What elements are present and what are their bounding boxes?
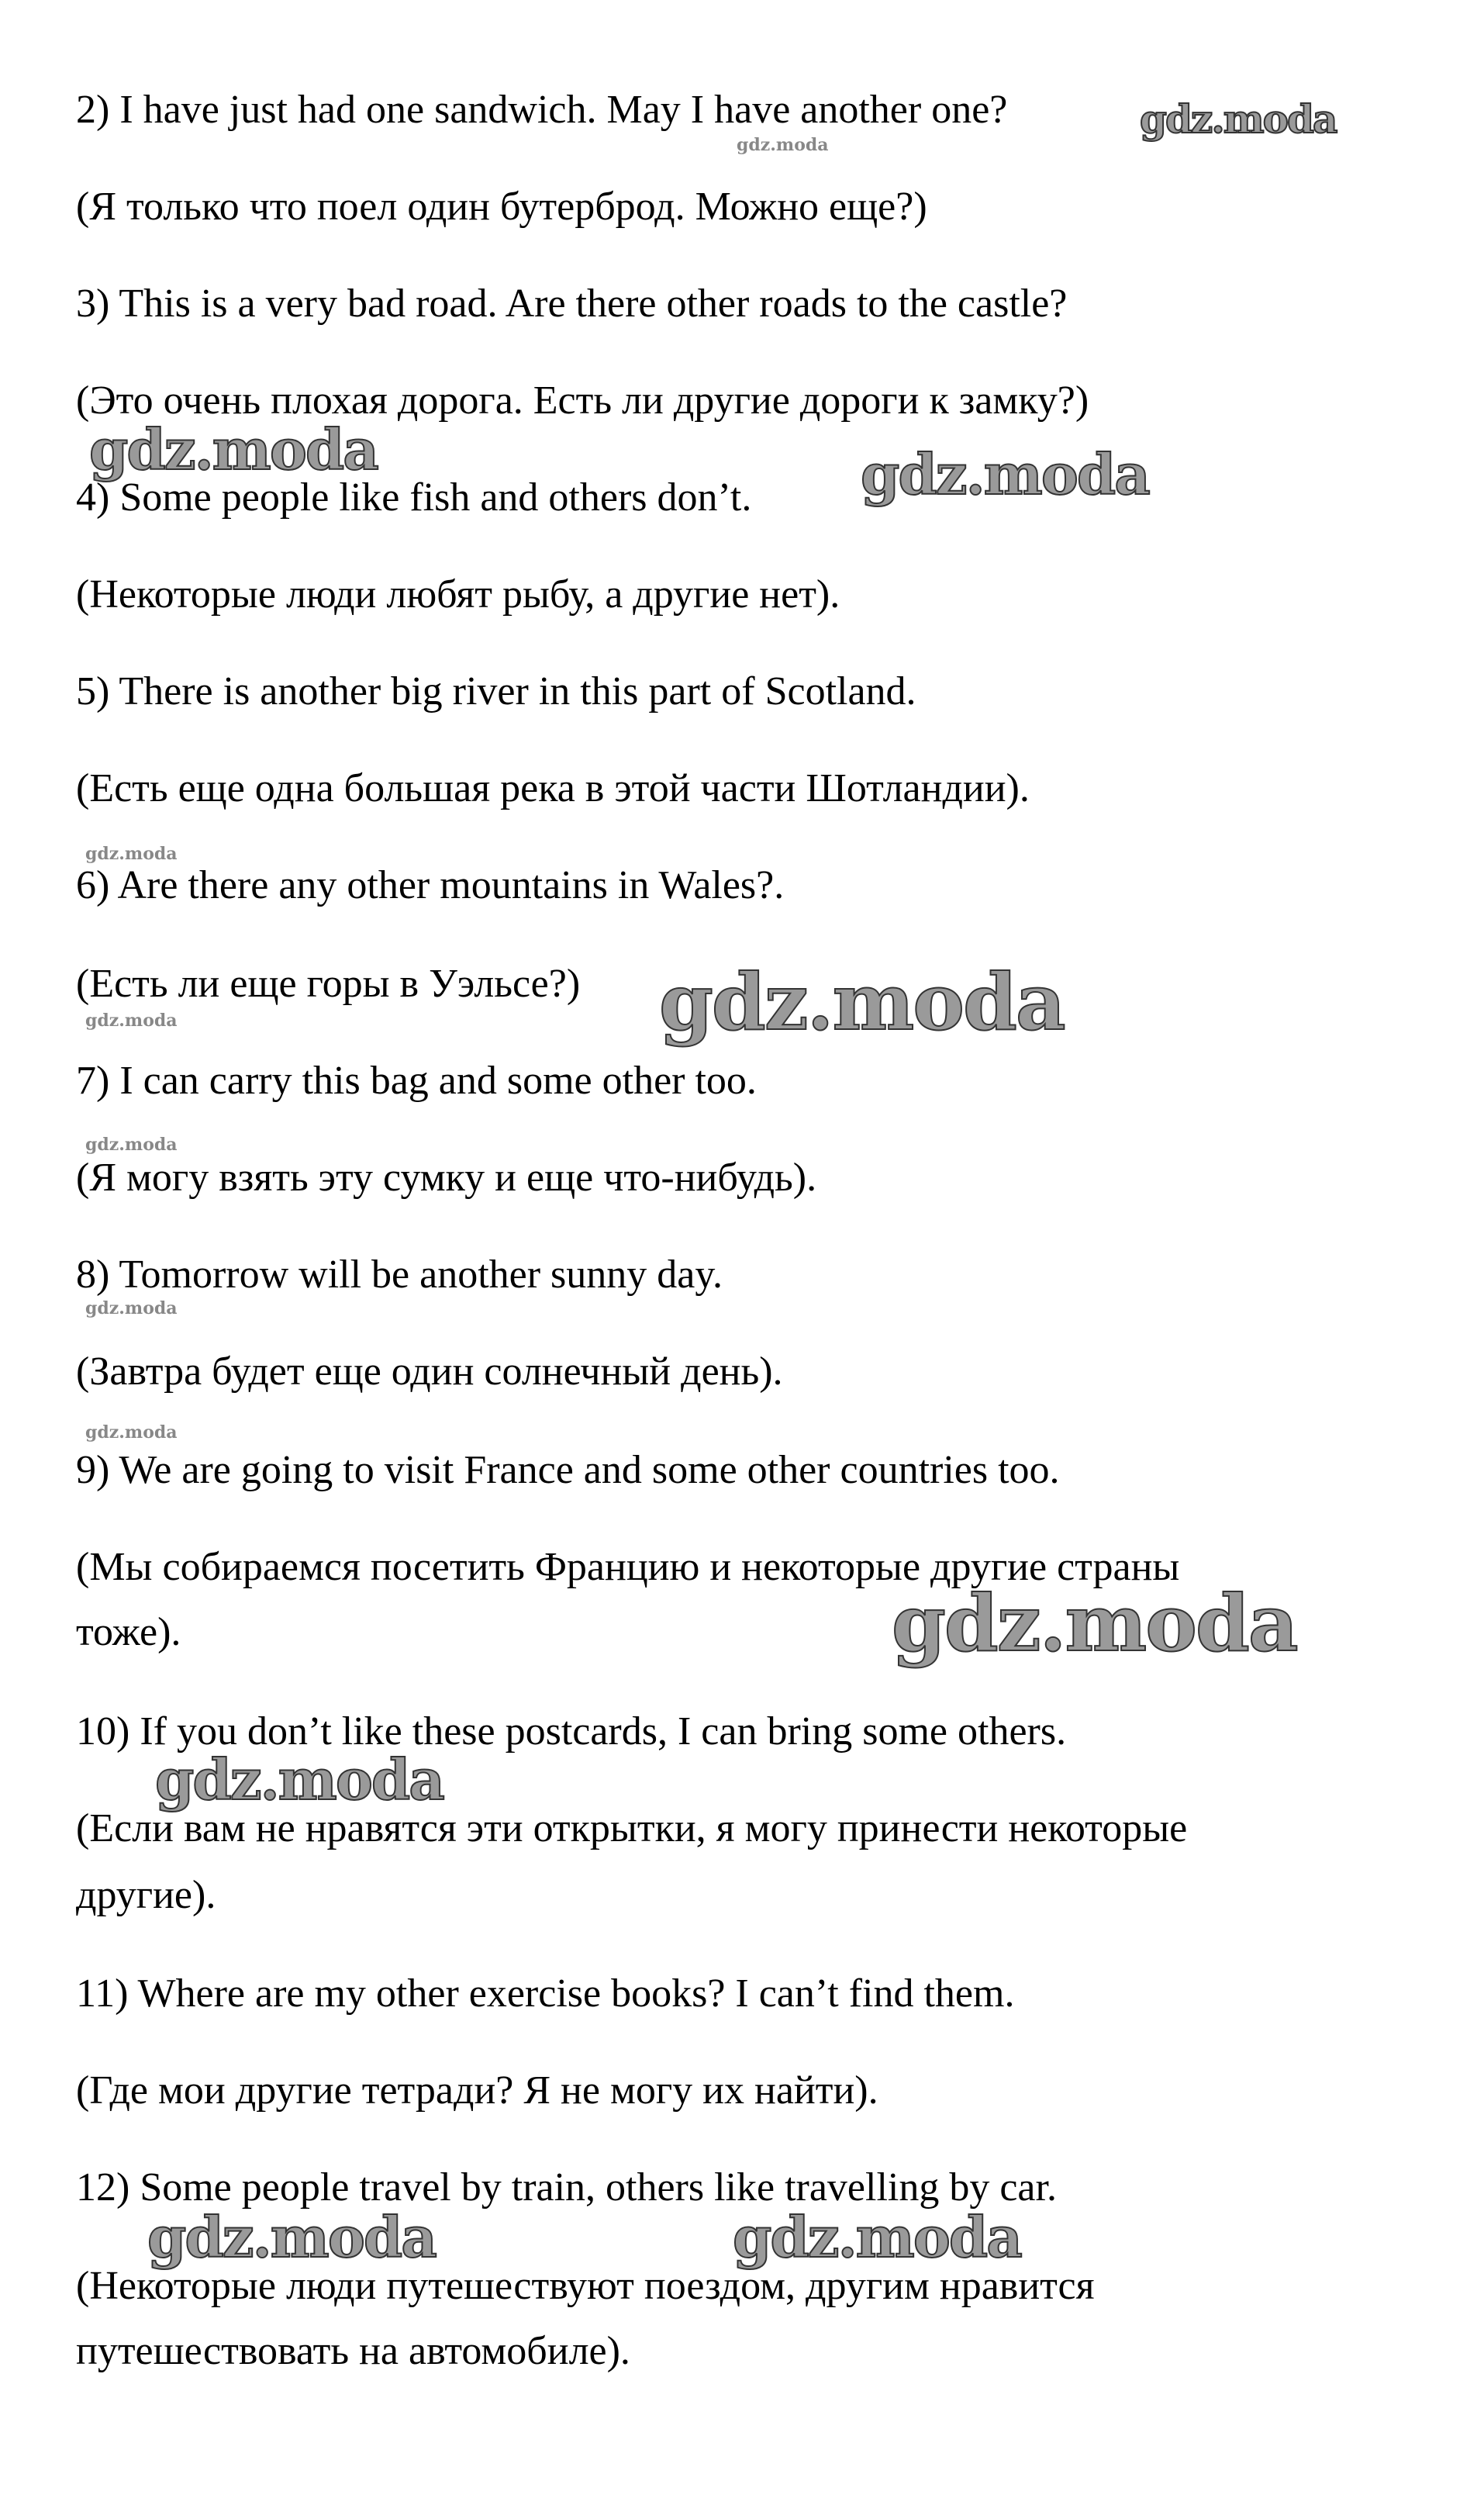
watermark: gdz.moda	[892, 1577, 1297, 1669]
watermark: gdz.moda	[147, 2204, 436, 2270]
text-line: тоже).	[76, 1610, 181, 1655]
watermark: gdz.moda	[89, 416, 378, 482]
text-line: (Некоторые люди любят рыбу, а другие нет).	[76, 572, 840, 617]
text-line: (Мы собираемся посетить Францию и некоторые другие страны	[76, 1545, 1180, 1590]
text-line: (Если вам не нравятся эти открытки, я могу принести некоторые	[76, 1805, 1188, 1850]
watermark: gdz.moda	[85, 1298, 178, 1318]
watermark: gdz.moda	[733, 2204, 1021, 2270]
text-line: (Где мои другие тетради? Я не могу их найти).	[76, 2068, 878, 2113]
text-line: путешествовать на автомобиле).	[76, 2329, 630, 2373]
watermark: gdz.moda	[659, 956, 1065, 1048]
text-line: другие).	[76, 1872, 216, 1917]
english-sentence: 9) We are going to visit France and some other countries too.	[76, 1448, 1060, 1493]
english-sentence: 5) There is another big river in this part of Scotland.	[76, 669, 916, 714]
text-line: (Завтра будет еще один солнечный день).	[76, 1349, 783, 1394]
watermark: gdz.moda	[85, 844, 178, 864]
text-line: (Это очень плохая дорога. Есть ли другие дороги к замку?)	[76, 378, 1089, 423]
english-sentence: 8) Tomorrow will be another sunny day.	[76, 1253, 723, 1297]
watermark: gdz.moda	[85, 1135, 178, 1155]
text-line: (Я могу взять эту сумку и еще что-нибудь).	[76, 1156, 817, 1201]
watermark: gdz.moda	[737, 135, 829, 155]
english-sentence: 7) I can carry this bag and some other too.	[76, 1059, 757, 1104]
watermark: gdz.moda	[85, 1011, 178, 1031]
text-line: (Я только что поел один бутерброд. Можно еще?)	[76, 184, 927, 229]
english-sentence: 2) I have just had one sandwich. May I have another one?	[76, 87, 1008, 132]
english-sentence: 4) Some people like fish and others don’t.	[76, 475, 752, 520]
english-sentence: 12) Some people travel by train, others like travelling by car.	[76, 2165, 1057, 2210]
watermark: gdz.moda	[155, 1747, 443, 1812]
text-line: (Некоторые люди путешествуют поездом, другим нравится	[76, 2263, 1095, 2308]
english-sentence: 11) Where are my other exercise books? I can’t find them.	[76, 1971, 1015, 2016]
watermark: gdz.moda	[861, 441, 1149, 507]
text-line: (Есть ли еще горы в Уэльсе?)	[76, 962, 581, 1006]
text-line: (Есть еще одна большая река в этой части Шотландии).	[76, 765, 1030, 810]
watermark: gdz.moda	[1140, 96, 1337, 142]
english-sentence: 6) Are there any other mountains in Wales?.	[76, 862, 785, 907]
english-sentence: 10) If you don’t like these postcards, I can bring some others.	[76, 1709, 1067, 1754]
english-sentence: 3) This is a very bad road. Are there other roads to the castle?	[76, 281, 1068, 326]
watermark: gdz.moda	[85, 1422, 178, 1443]
